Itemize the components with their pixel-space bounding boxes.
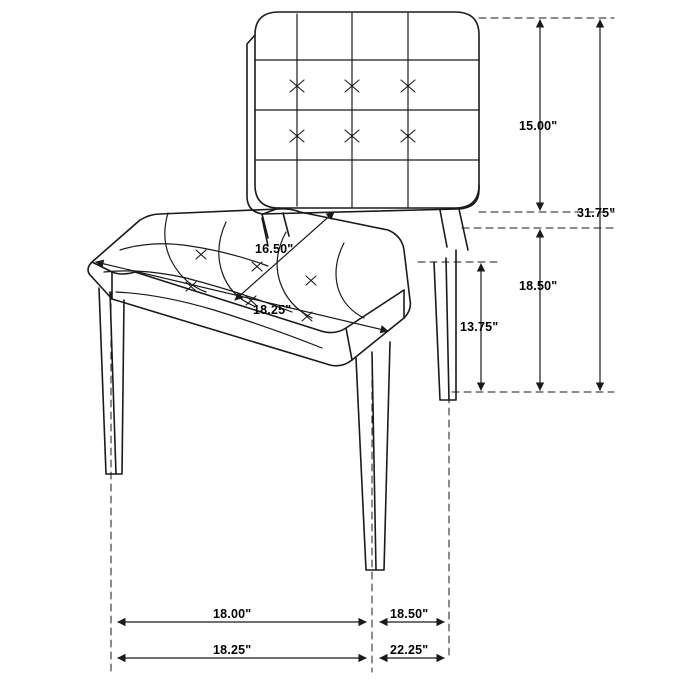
dimension-label-seat-height: 13.75" (460, 320, 499, 334)
dimension-label-back-height: 15.00" (519, 119, 558, 133)
dimension-label-front-span: 18.00" (213, 607, 252, 621)
dimension-label-seat-width: 18.25" (253, 303, 292, 317)
dimension-label-overall-width: 18.25" (213, 643, 252, 657)
extension-lines (111, 18, 614, 672)
dimension-label-overall-height: 31.75" (577, 206, 616, 220)
dimension-label-back-to-floor: 18.50" (519, 279, 558, 293)
dimension-label-overall-depth: 22.25" (390, 643, 429, 657)
backrest-tufting (256, 13, 479, 207)
dimension-label-seat-depth: 16.50" (255, 242, 294, 256)
backrest-outline (246, 12, 479, 214)
dimension-label-side-span: 18.50" (390, 607, 429, 621)
seat-tufting (104, 213, 364, 348)
